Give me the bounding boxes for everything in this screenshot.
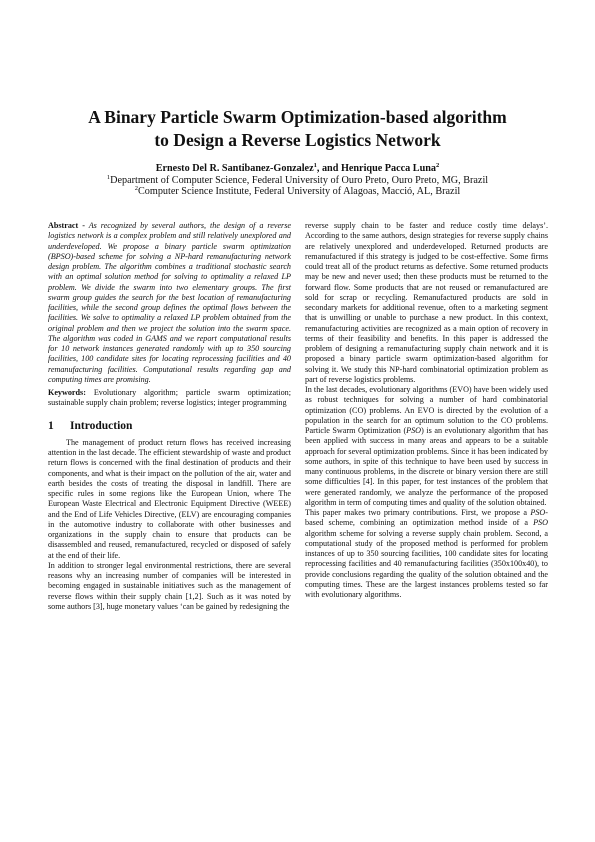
paper-title — [40, 106, 555, 152]
right-paragraph-1: reverse supply chain to be faster and reduce costly time delays’. According to the same authors, design strategies for reverse supply chains are relatively unexplored and underdeveloped. Returned products are remanufactured if this strategy is judged to be cost-effective. Some firms could treat all of the product returns as defective. Some returned products may be new and never used; then these products must be returned to the forward flow. Some products that are not reused or remanufactured are sold for scrap or recycling. Remanufactured products are sold in secondary markets for additional revenue, often to a marketing segment that is unwilling or unable to purchase a new product. In this context, remanufacturing activities are recognized as a main option of recovery in terms of their feasibility and benefits. In this paper is addressed the problem of designing a remanufacturing supply chain network and it is proposed a binary particle swarm optimization-based algorithm for solving it. We study this NP-hard combinatorial optimization problem as part of reverse logistics problems. — [305, 221, 548, 384]
right-p2-part-b: ) is an evolutionary algorithm that has been applied with success in many areas and appears to be a suitable approach for several optimization problems. Since it has been indicated by some authors, in spite of this technique to have been used by success in many continuous problems, in the discrete or binary version there are still some difficulties [4]. In this paper, for test instances of the problem that were generated randomly, we analyze the performance of the proposed algorithm in term of computing times and quality of the solution obtained. — [305, 426, 548, 507]
keywords-text: Evolutionary algorithm; particle swarm optimization; sustainable supply chain problem; reverse logistics; integer programming — [48, 388, 291, 408]
right-column — [305, 221, 548, 600]
right-paragraph-2 — [305, 385, 548, 508]
right-p3-pso-2: PSO — [533, 518, 548, 528]
affiliation-2-text: Computer Science Institute, Federal University of Alagoas, Macció, AL, Brazil — [138, 186, 461, 197]
right-p3-part-b: -based scheme, combining an optimization method inside of a — [305, 508, 548, 528]
keywords-label: Keywords: — [48, 388, 86, 397]
abstract-label: Abstract - — [48, 221, 85, 230]
section-title: Introduction — [70, 419, 133, 432]
author-names — [40, 163, 555, 175]
affiliation-1-sup: 1 — [106, 173, 111, 181]
author-separator: , and — [316, 163, 341, 174]
author-block — [40, 163, 555, 198]
abstract — [48, 221, 291, 385]
section-heading — [48, 421, 291, 431]
title-line-2: to Design a Reverse Logistics Network — [154, 130, 441, 150]
intro-paragraph-2: In addition to stronger legal environmental restrictions, there are several reasons why an increasing number of companies will be interested in becoming engaged in sustainable initiatives such as the management of reverse flows within their supply chain [1,2]. Such as it was noted by some authors [3], huge monetary values ‘can be gained by redesigning the — [48, 560, 291, 611]
title-line-1: A Binary Particle Swarm Optimization-based algorithm — [88, 107, 507, 127]
intro-paragraph-1: The management of product return flows has received increasing attention in the last decade. The efficient stewardship of waste and product return flows is concerned with the final destination of products and their components, and what is their impact on the pollution of the air, water and earth besides the costs of treating the disposal in landfill. There are specific rules in some regions like the European Union, where The European Waste Electrical and Electronic Equipment Directive (WEEE) and the End of Life Vehicles Directive, (ELV) are encouraging companies in the automotive industry to collaborate with other businesses and organizations in the supply chain to ensure that products can be disassembled and reused, remanufactured, recycled or disposed of safely at the end of their life. — [48, 437, 291, 560]
abstract-text: As recognized by several authors, the design of a reverse logistics network is a complex problem and still relatively unexplored and underdeveloped. We propose a binary particle swarm optimization (BPSO)-based scheme for solving a NP-hard remanufacturing network design problem. The algorithm combines a traditional stochastic search with an optimal solution method for solving to optimality a relaxed LP problem. We divide the swarm into two elementary groups. The first swarm group guides the search for the best location of remanufacturing facilities, while the second group defines the optimal flows between the facilities. We solve to optimality a relaxed LP problem obtained from the original problem and then we project the solution into the swarm space. The algorithm was coded in GAMS and we report computational results for 10 network instances generated randomly with up to 350 sourcing facilities, 100 candidate sites for locating reprocessing facilities and 40 remanufacturing facilities. Computational results regarding gap and computing times are promising. — [48, 221, 291, 384]
author-2-sup: 2 — [436, 162, 440, 169]
right-p2-pso: PSO — [406, 426, 422, 435]
author-2: Henrique Pacca Luna — [340, 163, 437, 174]
right-p2-part-a: In the last decades, evolutionary algorithms (EVO) have been widely used as robust techniques for solving a number of hard combinatorial optimization (CO) problems. An EVO is directed by the evolution of a population in the search for an optimum solution to the CO problems. Particle Swarm Optimization ( — [305, 385, 548, 435]
affiliation-2 — [40, 186, 555, 198]
author-1: Ernesto Del R. Santibanez-Gonzalez — [155, 163, 314, 174]
affiliation-1 — [40, 175, 555, 187]
affiliation-1-text: Department of Computer Science, Federal University of Ouro Preto, Ouro Preto, MG, Brazil — [110, 174, 489, 186]
right-p3-pso-1: PSO — [530, 508, 546, 517]
right-p3-part-a: This paper makes two primary contributions. First, we propose a — [305, 508, 531, 517]
right-p3-part-c: algorithm scheme for solving a reverse supply chain problem. Second, a computational study of the proposed method is performed for problem instances of up to 350 sourcing facilities, 100 candidate sites for locating reprocessing facilities and 40 remanufacturing facilities (350x100x40), to provide conclusions regarding the quality of the solution obtained and the computing times. These are the largest instances problems tested so far with evolutionary algorithms. — [305, 528, 548, 599]
right-paragraph-3 — [305, 508, 548, 600]
section-number: 1 — [48, 419, 54, 432]
left-column — [48, 221, 291, 612]
author-1-sup: 1 — [313, 162, 317, 169]
affiliation-2-sup: 2 — [134, 185, 138, 192]
keywords — [48, 388, 291, 409]
